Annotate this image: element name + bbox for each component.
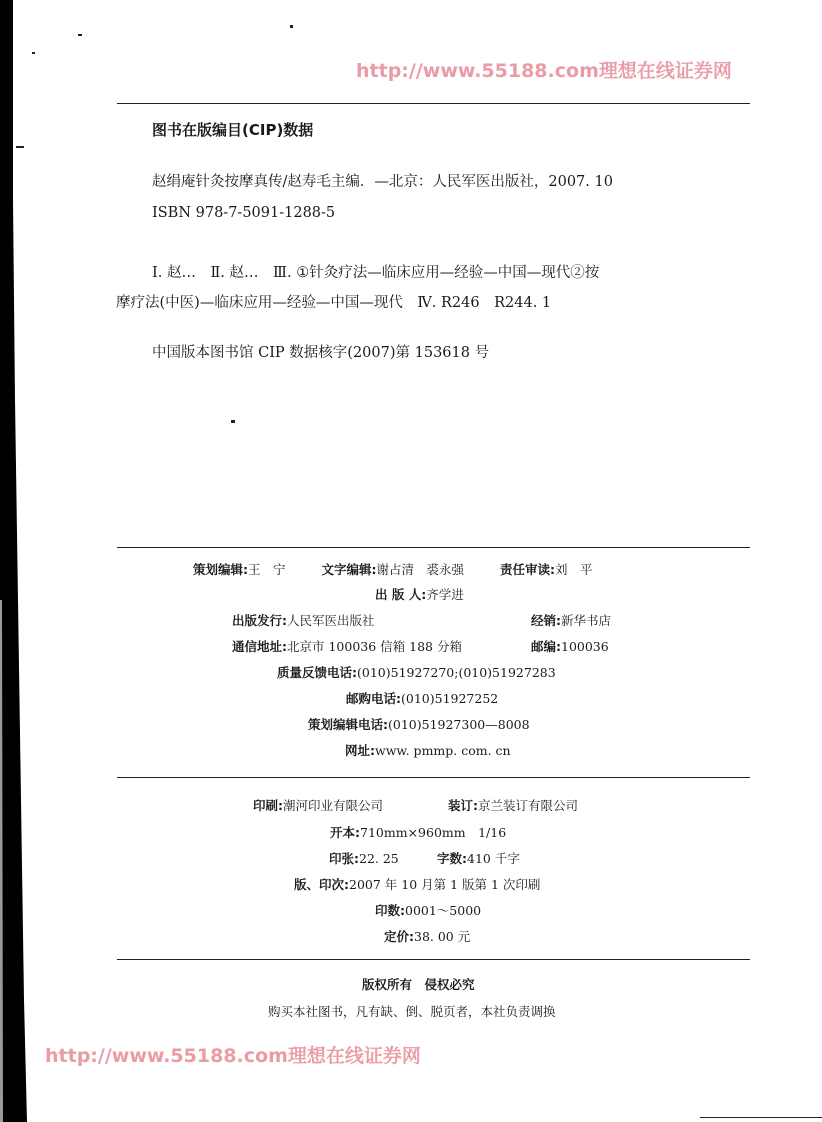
- cip-classification-line1: Ⅰ. 赵… Ⅱ. 赵… Ⅲ. ①针灸疗法—临床应用—经验—中国—现代②按: [152, 265, 600, 281]
- replacement-notice: 购买本社图书，凡有缺、倒、脱页者，本社负责调换: [268, 1004, 556, 1019]
- credits-top-rule: [117, 547, 750, 548]
- address-label: 通信地址:: [232, 639, 287, 654]
- credits-row-distributor: [531, 612, 611, 630]
- footer-top-rule: [117, 959, 750, 960]
- format-label: 开本:: [330, 825, 360, 840]
- scan-speck: [78, 34, 82, 36]
- text-editor-label: 文字编辑:: [321, 562, 377, 577]
- scan-speck: [16, 146, 24, 148]
- scan-speck: [290, 25, 293, 28]
- cip-classification-line2: 摩疗法(中医)—临床应用—经验—中国—现代 Ⅳ. R246 R244. 1: [116, 295, 552, 311]
- publisher-label: 出版发行:: [232, 613, 287, 628]
- printer: 潮河印业有限公司: [283, 798, 384, 813]
- top-rule: [117, 103, 750, 104]
- printing-row-print-run: [375, 902, 481, 920]
- price-label: 定价:: [384, 929, 414, 944]
- cip-title: 图书在版编目(CIP)数据: [152, 121, 314, 139]
- edition-label: 版、印次:: [294, 877, 349, 892]
- watermark-bottom: http://www.55188.com理想在线证券网: [45, 1045, 421, 1067]
- planning-phone-label: 策划编辑电话:: [308, 717, 388, 732]
- scan-speck: [231, 420, 235, 423]
- scan-border: [0, 0, 30, 1122]
- print-run: 0001～5000: [405, 903, 482, 918]
- printer-label: 印刷:: [253, 798, 283, 813]
- printing-row-price: [384, 928, 470, 946]
- mail-order-phone: (010)51927252: [401, 691, 499, 706]
- distributor-label: 经销:: [531, 613, 561, 628]
- scan-speck: [32, 52, 35, 54]
- printing-row-printer: [253, 797, 383, 815]
- planning-editor: 王 宁: [248, 562, 286, 577]
- credits-row-planning-phone: [308, 716, 530, 734]
- cip-bibliographic-line: 赵绢庵针灸按摩真传/赵寿毛主编．—北京：人民军医出版社，2007. 10: [152, 174, 613, 190]
- postcode: 100036: [561, 639, 609, 654]
- cip-isbn: ISBN 978-7-5091-1288-5: [152, 205, 336, 221]
- printing-row-binder: [448, 797, 578, 815]
- cip-record-number: 中国版本图书馆 CIP 数据核字(2007)第 153618 号: [152, 345, 490, 361]
- mail-order-label: 邮购电话:: [346, 691, 401, 706]
- words-label: 字数:: [437, 851, 467, 866]
- edition: 2007 年 10 月第 1 版第 1 次印刷: [349, 877, 541, 892]
- sheets: 22. 25: [359, 851, 399, 866]
- credits-row-publisher-person: [375, 586, 464, 604]
- printing-row-sheets: [329, 850, 399, 868]
- price: 38. 00 元: [414, 929, 471, 944]
- feedback-phone: (010)51927270;(010)51927283: [357, 665, 556, 680]
- format: 710mm×960mm 1/16: [360, 825, 507, 840]
- publisher-person: 齐学进: [426, 587, 464, 602]
- copyright-notice: 版权所有 侵权必究: [362, 977, 475, 992]
- credits-row-publisher: [232, 612, 375, 630]
- sheets-label: 印张:: [329, 851, 359, 866]
- credits-row-website: [345, 742, 511, 760]
- postcode-label: 邮编:: [531, 639, 561, 654]
- printing-row-words: [437, 850, 520, 868]
- feedback-phone-label: 质量反馈电话:: [277, 665, 357, 680]
- address: 北京市 100036 信箱 188 分箱: [287, 639, 462, 654]
- planning-editor-label: 策划编辑:: [193, 562, 248, 577]
- watermark-top: http://www.55188.com理想在线证券网: [356, 60, 732, 82]
- publisher: 人民军医出版社: [287, 613, 375, 628]
- credits-row-editors: [193, 561, 592, 579]
- review-label: 责任审读:: [499, 562, 555, 577]
- printing-row-format: [330, 824, 506, 842]
- website-label: 网址:: [345, 743, 375, 758]
- printing-top-rule: [117, 777, 750, 778]
- print-run-label: 印数:: [375, 903, 405, 918]
- credits-row-feedback-phone: [277, 664, 556, 682]
- publisher-person-label: 出 版 人:: [375, 587, 427, 602]
- website: www. pmmp. com. cn: [375, 743, 511, 758]
- credits-row-mail-order: [346, 690, 498, 708]
- planning-phone: (010)51927300—8008: [388, 717, 530, 732]
- printing-row-edition: [294, 876, 540, 894]
- binder-label: 装订:: [448, 798, 478, 813]
- words: 410 千字: [467, 851, 520, 866]
- binder: 京兰装订有限公司: [478, 798, 579, 813]
- credits-row-postcode: [531, 638, 609, 656]
- credits-row-address: [232, 638, 462, 656]
- review: 刘 平: [554, 562, 593, 577]
- text-editor: 谢占清 裘永强: [376, 562, 464, 577]
- bottom-edge-line: [700, 1117, 822, 1118]
- distributor: 新华书店: [561, 613, 612, 628]
